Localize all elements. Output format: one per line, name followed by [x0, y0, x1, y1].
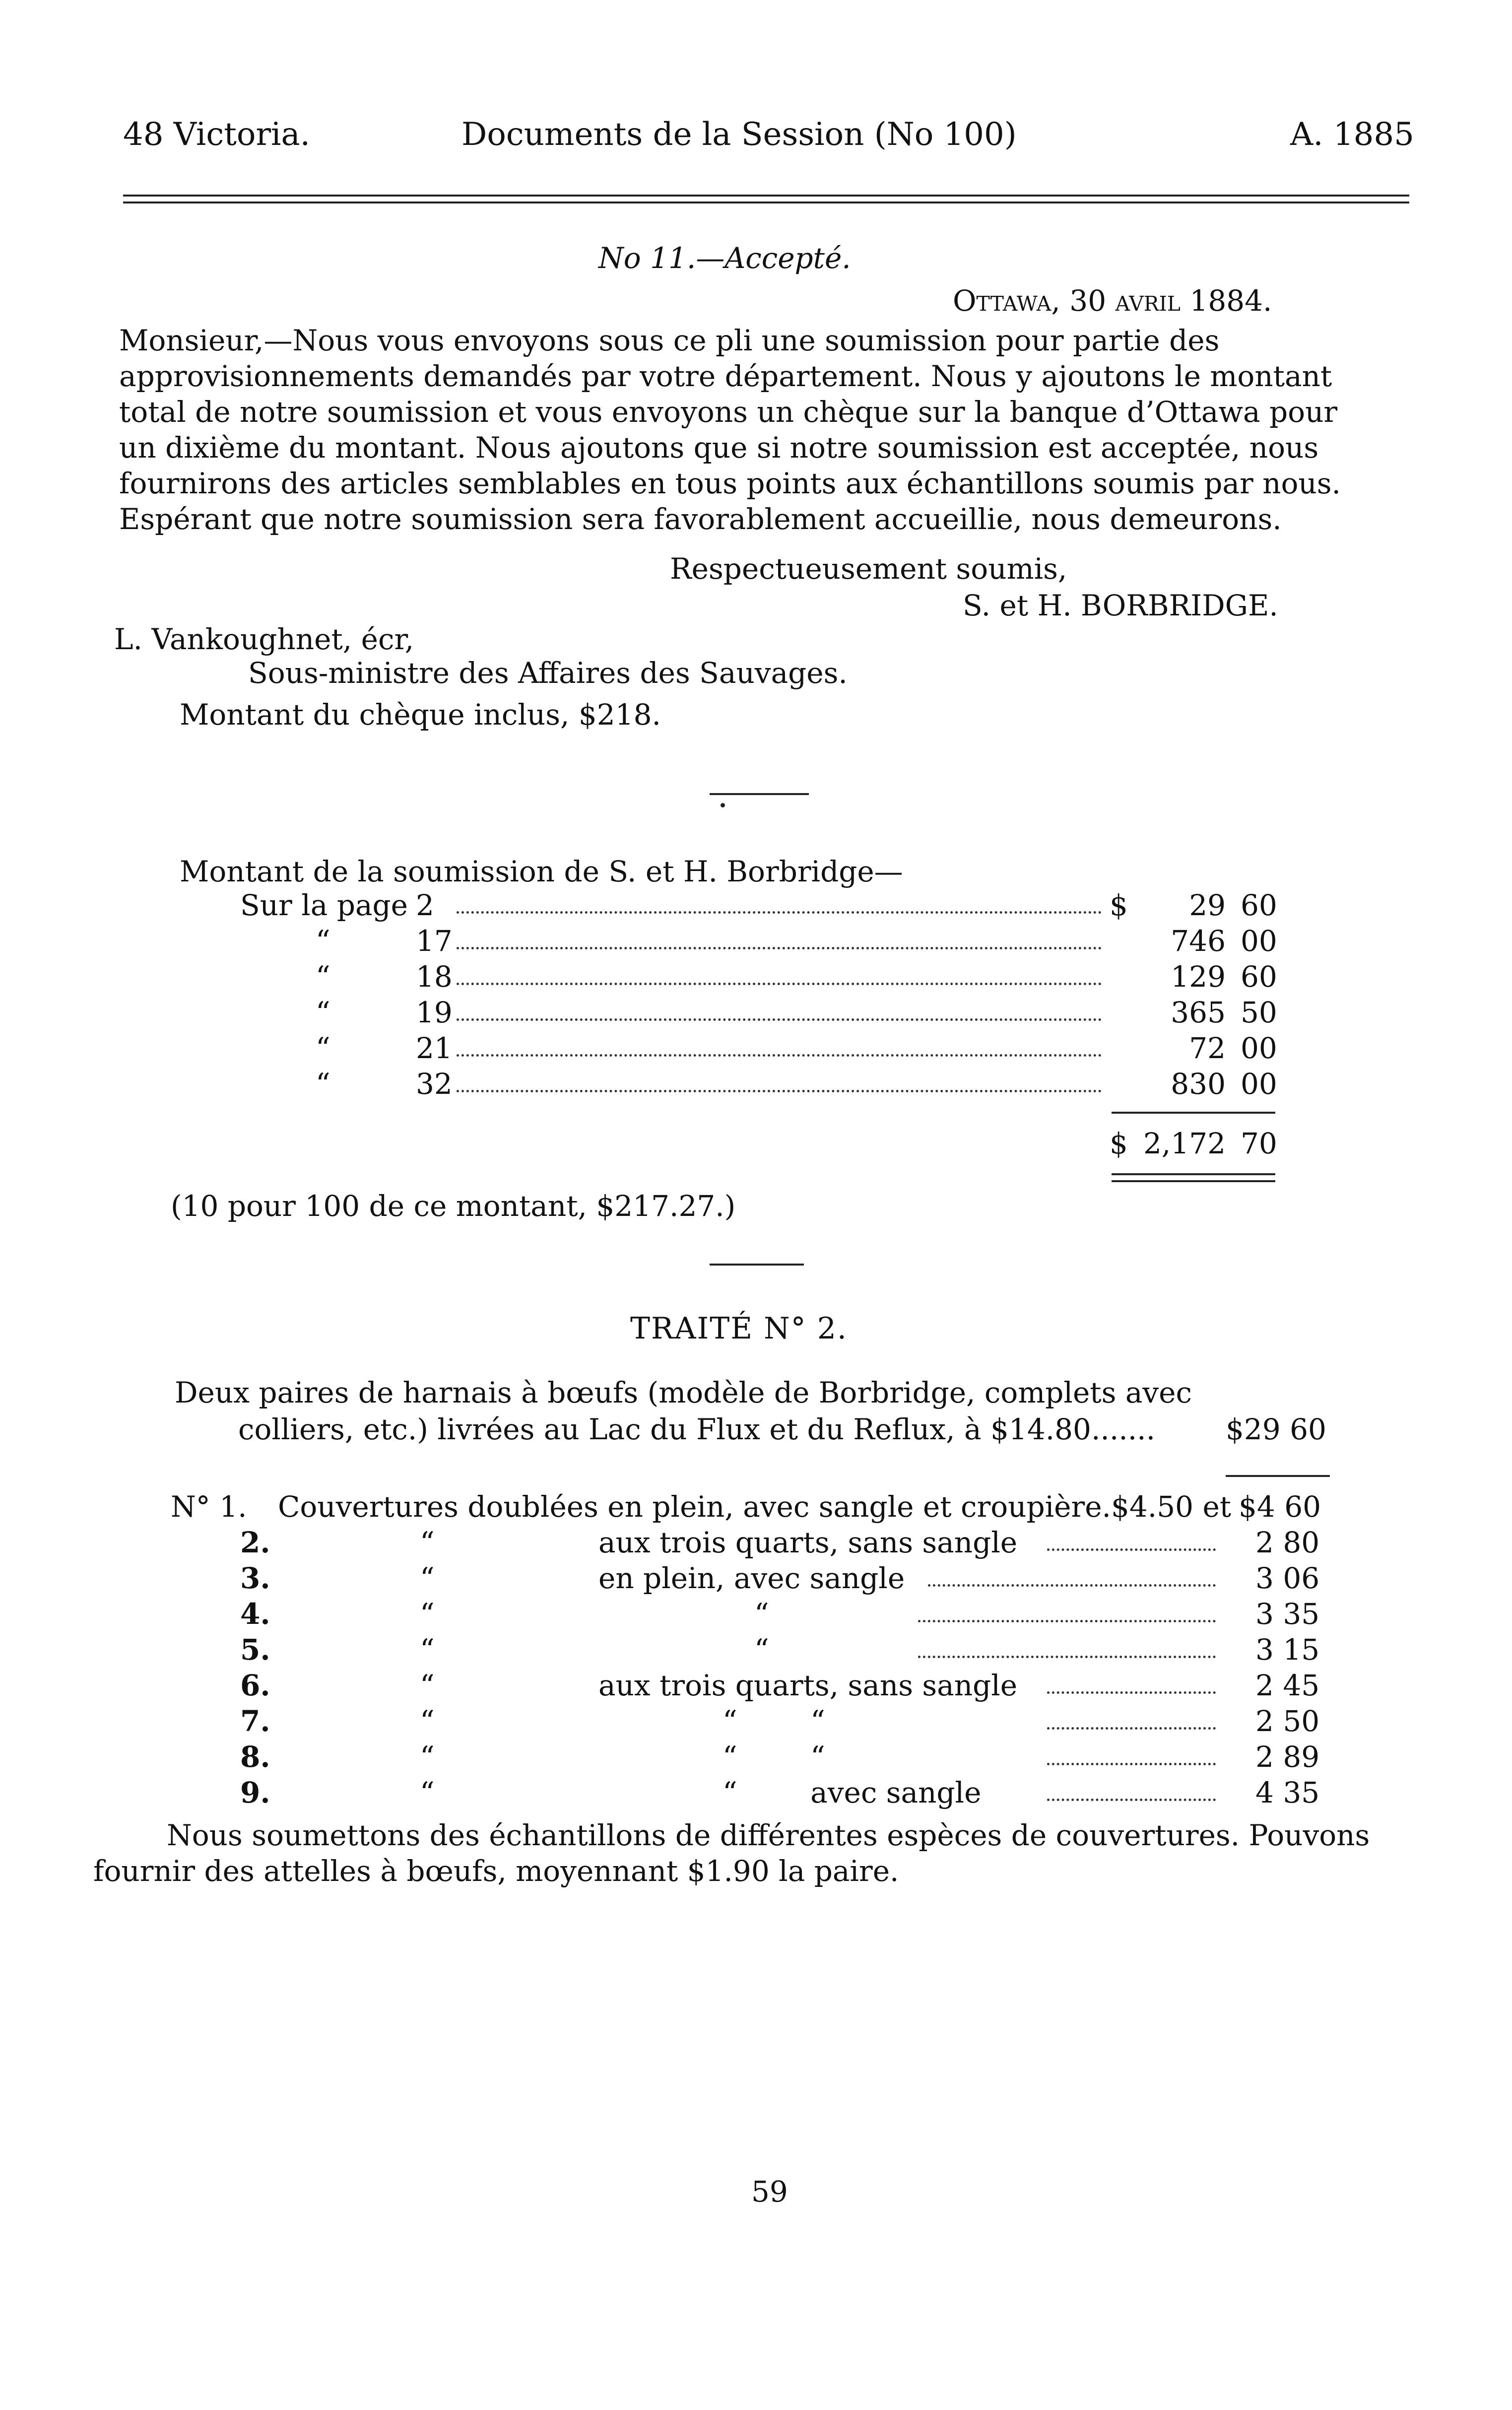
item-number: 4.	[240, 1597, 270, 1631]
item-number: 7.	[240, 1704, 270, 1738]
item-price: 2 89	[1255, 1740, 1320, 1774]
leader-dots	[457, 1090, 1102, 1092]
total-dollars: 2,172	[1143, 1127, 1226, 1160]
section-divider	[710, 793, 809, 795]
leader-dots	[457, 983, 1102, 985]
summary-row-dollars: 746	[1171, 924, 1226, 958]
item-description: Couvertures doublées en plein, avec sangle et croupière.$4.50 et	[278, 1490, 1232, 1524]
summary-row-dollars: 72	[1189, 1031, 1226, 1065]
divider-dot	[721, 803, 725, 807]
item-ditto: “	[420, 1740, 435, 1774]
closing-line: Nous soumettons des échantillons de différentes espèces de couvertures. Pouvons	[167, 1818, 1370, 1852]
treaty-heading: TRAITÉ N° 2.	[630, 1311, 848, 1346]
leader-dots	[918, 1656, 1216, 1658]
page-number: 59	[751, 2175, 788, 2209]
leader-dots	[1047, 1799, 1216, 1801]
paragraph-line: total de notre soumission et vous envoyons un chèque sur la banque d’Ottawa pour	[119, 395, 1338, 429]
item-number: 8.	[240, 1740, 270, 1774]
harness-line-1: Deux paires de harnais à bœufs (modèle de Borbridge, complets avec	[175, 1376, 1192, 1409]
item-description: “	[754, 1597, 769, 1631]
header-rule-top	[123, 195, 1409, 197]
cheque-amount: Montant du chèque inclus, $218.	[180, 698, 661, 732]
item-ditto: “	[420, 1526, 435, 1559]
item-ditto: “	[420, 1669, 435, 1702]
paragraph-line: Espérant que notre soumission sera favorablement accueillie, nous demeurons.	[119, 502, 1282, 536]
item-ditto: “	[420, 1704, 435, 1738]
leader-dots	[928, 1584, 1216, 1587]
item-description: “ “	[723, 1704, 825, 1738]
leader-dots	[457, 1018, 1102, 1021]
item-description: aux trois quarts, sans sangle	[598, 1526, 1018, 1559]
item-price: 3 06	[1255, 1561, 1320, 1595]
summary-row-label: “	[316, 996, 330, 1029]
total-rule	[1112, 1112, 1275, 1114]
summary-row-page: 32	[416, 1067, 453, 1101]
summary-row-page: 19	[416, 996, 453, 1029]
summary-row-dollars: 365	[1171, 996, 1226, 1029]
letter-closing: Respectueusement soumis,	[670, 552, 1067, 586]
summary-row-label: “	[316, 960, 330, 994]
harness-total: $29 60	[1226, 1412, 1326, 1446]
header-title: Documents de la Session (No 100)	[461, 116, 1017, 153]
summary-row-cents: 50	[1241, 996, 1277, 1029]
summary-heading: Montant de la soumission de S. et H. Borbridge—	[180, 855, 903, 888]
item-number: 5.	[240, 1633, 270, 1667]
leader-dots	[457, 911, 1102, 914]
summary-row-cents: 00	[1241, 1031, 1277, 1065]
summary-row-dollar-sign: $	[1110, 888, 1128, 922]
summary-row-page: 17	[416, 924, 453, 958]
letter-number-title: No 11.—Accepté.	[598, 241, 851, 275]
item-ditto: “	[420, 1633, 435, 1667]
addressee-title: Sous-ministre des Affaires des Sauvages.	[248, 656, 848, 690]
leader-dots	[1047, 1691, 1216, 1694]
total-dollar-sign: $	[1110, 1127, 1128, 1160]
header-year: A. 1885	[1290, 116, 1414, 153]
item-price: $4 60	[1239, 1490, 1321, 1524]
addressee-name: L. Vankoughnet, écr,	[114, 622, 414, 656]
header-volume: 48 Victoria.	[123, 116, 310, 153]
letter-signature: S. et H. BORBRIDGE.	[963, 589, 1278, 622]
paragraph-line: un dixième du montant. Nous ajoutons que si notre soumission est acceptée, nous	[119, 431, 1319, 465]
item-price: 3 15	[1255, 1633, 1320, 1667]
summary-row-cents: 60	[1241, 888, 1277, 922]
summary-row-cents: 00	[1241, 924, 1277, 958]
item-description: “ avec sangle	[723, 1776, 982, 1809]
item-price: 2 80	[1255, 1526, 1320, 1559]
item-number: 9.	[240, 1776, 270, 1809]
summary-row-cents: 00	[1241, 1067, 1277, 1101]
summary-row-label: Sur la page	[240, 888, 408, 922]
leader-dots	[457, 1054, 1102, 1057]
item-number: 3.	[240, 1561, 270, 1595]
item-ditto: “	[420, 1597, 435, 1631]
summary-row-page: 18	[416, 960, 453, 994]
item-price: 2 45	[1255, 1669, 1320, 1702]
leader-dots	[1047, 1763, 1216, 1765]
total-double-rule	[1112, 1180, 1275, 1182]
summary-row-label: “	[316, 1031, 330, 1065]
item-number: 6.	[240, 1669, 270, 1702]
item-price: 4 35	[1255, 1776, 1320, 1809]
item-ditto: “	[420, 1776, 435, 1809]
leader-dots	[1047, 1727, 1216, 1730]
leader-dots	[457, 947, 1102, 949]
section-divider	[710, 1264, 804, 1266]
item-ditto: “	[420, 1561, 435, 1595]
paragraph-line: fournirons des articles semblables en tous points aux échantillons soumis par nous.	[119, 467, 1341, 500]
letter-place-date: Ottawa, 30 avril 1884.	[953, 284, 1272, 318]
total-cents: 70	[1241, 1127, 1277, 1160]
closing-line: fournir des attelles à bœufs, moyennant $1.90 la paire.	[93, 1854, 899, 1888]
item-description: “ “	[723, 1740, 825, 1774]
paragraph-line: approvisionnements demandés par votre département. Nous y ajoutons le montant	[119, 359, 1332, 393]
summary-row-dollars: 830	[1171, 1067, 1226, 1101]
summary-row-page: 21	[416, 1031, 453, 1065]
item-description: aux trois quarts, sans sangle	[598, 1669, 1018, 1702]
paragraph-line: Monsieur,—Nous vous envoyons sous ce pli une soumission pour partie des	[119, 324, 1220, 357]
item-number: N° 1.	[171, 1490, 247, 1524]
summary-row-dollars: 29	[1189, 888, 1226, 922]
item-price: 2 50	[1255, 1704, 1320, 1738]
summary-row-label: “	[316, 1067, 330, 1101]
item-price: 3 35	[1255, 1597, 1320, 1631]
percentage-note: (10 pour 100 de ce montant, $217.27.)	[171, 1189, 736, 1223]
summary-row-cents: 60	[1241, 960, 1277, 994]
summary-row-dollars: 129	[1171, 960, 1226, 994]
harness-rule	[1226, 1475, 1330, 1477]
item-description: en plein, avec sangle	[598, 1561, 905, 1595]
header-rule-bottom	[123, 201, 1409, 203]
item-number: 2.	[240, 1526, 270, 1559]
item-description: “	[754, 1633, 769, 1667]
total-double-rule	[1112, 1173, 1275, 1175]
summary-row-label: “	[316, 924, 330, 958]
harness-line-2: colliers, etc.) livrées au Lac du Flux et du Reflux, à $14.80.......	[238, 1412, 1156, 1446]
summary-row-page: 2	[416, 888, 434, 922]
leader-dots	[918, 1620, 1216, 1622]
leader-dots	[1047, 1548, 1216, 1551]
